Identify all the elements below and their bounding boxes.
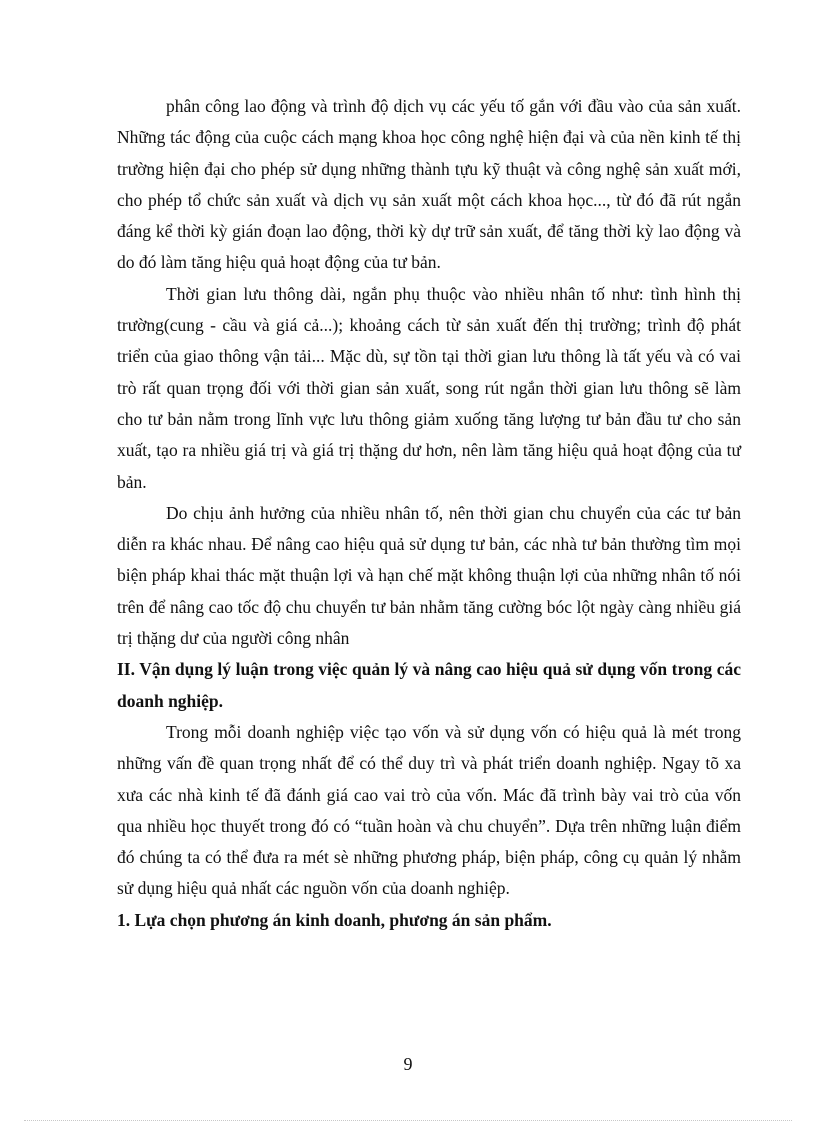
- page-bottom-divider: [24, 1120, 792, 1121]
- section-heading: II. Vận dụng lý luận trong việc quản lý và nâng cao hiệu quả sử dụng vốn trong các doanh nghiệp.: [117, 659, 741, 711]
- page-number: 9: [403, 1054, 413, 1074]
- section-paragraph: Trong mỗi doanh nghiệp việc tạo vốn và sử dụng vốn có hiệu quả là mét trong những vấn đề quan trọng nhất để có thể duy trì và phát triển doanh nghiệp. Ngay tõ xa xưa các nhà kinh tế đã đánh giá cao vai trò của vốn. Mác đã trình bày vai trò của vốn qua nhiều học thuyết trong đó có “tuần hoàn và chu chuyển”. Dựa trên những luận điểm đó chúng ta có thể đưa ra mét sè những phương pháp, biện pháp, công cụ quản lý nhằm sử dụng hiệu quả nhất các nguồn vốn của doanh nghiệp.: [117, 721, 741, 899]
- body-paragraph-3: Do chịu ảnh hưởng của nhiều nhân tố, nên thời gian chu chuyển của các tư bản diễn ra khác nhau. Để nâng cao hiệu quả sử dụng tư bản, các nhà tư bản thường tìm mọi biện pháp khai thác mặt thuận lợi và hạn chế mặt không thuận lợi của những nhân tố nói trên để nâng cao tốc độ chu chuyển tư bản nhằm tăng cường bóc lột ngày càng nhiều giá trị thặng dư của người công nhân: [117, 502, 741, 649]
- body-paragraph-1: phân công lao động và trình độ dịch vụ các yếu tố gắn với đầu vào của sản xuất. Những tác động của cuộc cách mạng khoa học công nghệ hiện đại và của nền kinh tế thị trường hiện đại cho phép sử dụng những thành tựu kỹ thuật và công nghệ sản xuất mới, cho phép tổ chức sản xuất và dịch vụ sản xuất một cách khoa học..., từ đó đã rút ngắn đáng kể thời kỳ gián đoạn lao động, thời kỳ dự trữ sản xuất, để tăng thời kỳ lao động và do đó làm tăng hiệu quả hoạt động của tư bản.: [117, 96, 741, 273]
- body-paragraph-2: Thời gian lưu thông dài, ngắn phụ thuộc vào nhiều nhân tố như: tình hình thị trường(cung - cầu và giá cả...); khoảng cách từ sản xuất đến thị trường; trình độ phát triển của giao thông vận tải... Mặc dù, sự tồn tại thời gian lưu thông là tất yếu và có vai trò rất quan trọng đối với thời gian sản xuất, song rút ngắn thời gian lưu thông sẽ làm cho tư bản nằm trong lĩnh vực lưu thông giảm xuống tăng lượng tư bản đầu tư cho sản xuất, tạo ra nhiều giá trị và giá trị thặng dư hơn, nên làm tăng hiệu quả hoạt động của tư bản.: [117, 283, 741, 492]
- document-page: [117, 91, 741, 936]
- subsection-heading: 1. Lựa chọn phương án kinh doanh, phương án sản phẩm.: [117, 909, 552, 930]
